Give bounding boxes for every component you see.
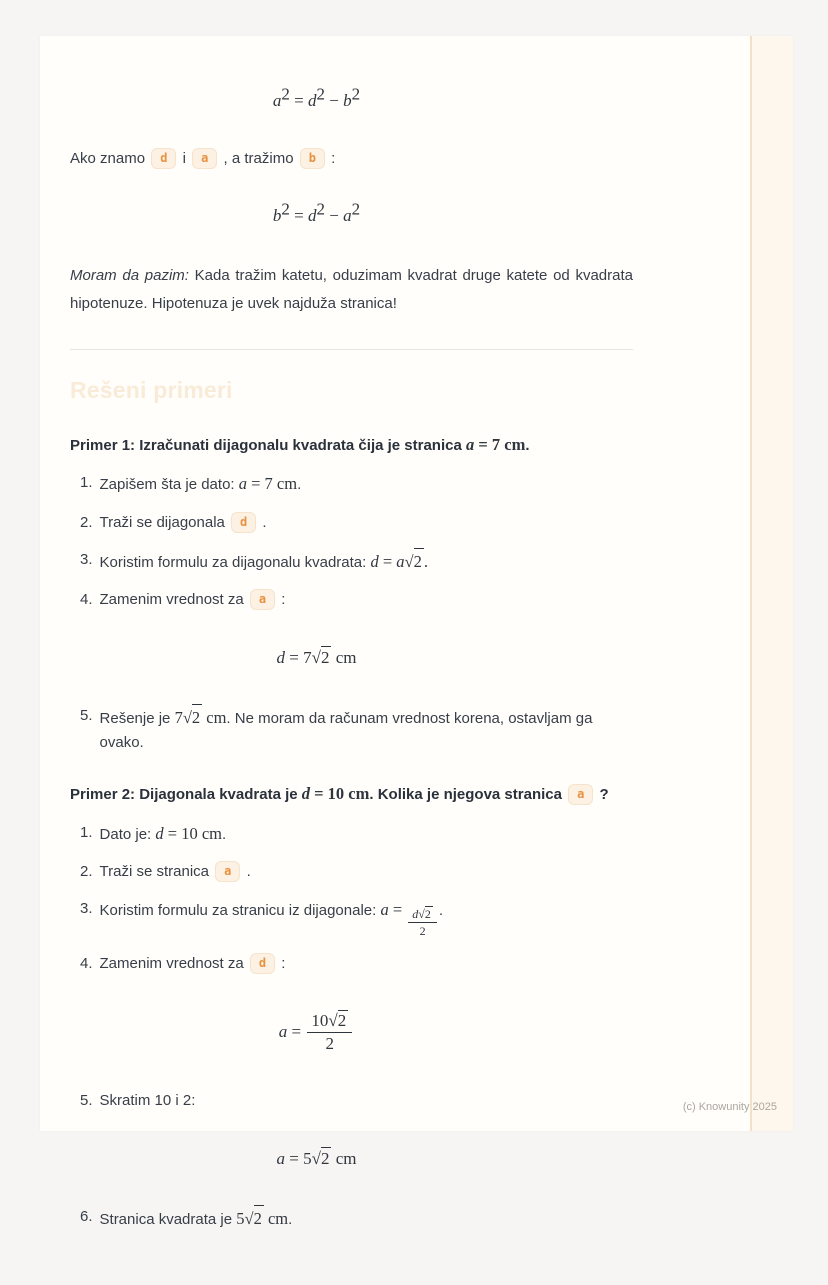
list-item-content: Stranica kvadrata je 5√2 cm. <box>100 1205 633 1232</box>
fraction <box>307 1010 352 1055</box>
list-item-content: Zamenim vrednost za d : <box>99 954 286 972</box>
math-text: cm <box>331 1148 357 1168</box>
list-number: 5. <box>80 706 93 724</box>
radical-icon: √ <box>328 1010 338 1030</box>
math-exponent: 2 <box>281 199 290 219</box>
math-variable: a <box>466 434 475 454</box>
math-variable: d <box>308 205 317 225</box>
math-text: = 10 cm <box>310 784 370 804</box>
square-root <box>312 1149 332 1168</box>
radical-icon: √ <box>311 647 321 667</box>
inline-code-badge: b <box>300 148 325 169</box>
square-root <box>183 708 202 727</box>
inline-code-badge: a <box>215 861 240 882</box>
math-text: = <box>287 1021 306 1041</box>
bold-text: . <box>525 436 530 454</box>
math-text: 7 <box>174 707 183 727</box>
math-text: = 5 <box>285 1148 312 1168</box>
math-text: = <box>289 91 308 110</box>
list-item <box>70 471 633 497</box>
math-text: − <box>325 91 344 110</box>
list-number: 3. <box>80 550 93 568</box>
square-root <box>418 907 433 921</box>
math-variable: a <box>238 474 247 494</box>
math-exponent: 2 <box>316 199 325 219</box>
math-variable: a <box>276 1148 286 1168</box>
display-formula <box>70 199 563 228</box>
copyright-footer: (c) Knowunity 2025 <box>682 1101 777 1114</box>
radicand: 2 <box>321 1147 332 1171</box>
radical-icon: √ <box>404 551 414 571</box>
math-power <box>343 84 361 110</box>
section-heading: Rešeni primeri <box>70 376 233 403</box>
math-text: cm <box>263 1208 289 1228</box>
math-exponent: 2 <box>351 84 361 104</box>
list-item-content: Zamenim vrednost za a : <box>99 590 286 608</box>
radicand: 2 <box>337 1010 347 1030</box>
list-item-content: Dato je: d = 10 cm. <box>99 823 227 843</box>
document-content <box>40 36 793 1285</box>
math-text: = 7 cm <box>247 474 298 494</box>
math-power <box>272 199 290 225</box>
math-variable: d <box>370 551 379 571</box>
math-variable: a <box>343 205 352 225</box>
radicand: 2 <box>254 1205 264 1232</box>
math-exponent: 2 <box>281 84 290 104</box>
list-item <box>70 860 633 884</box>
math-variable: b <box>343 91 352 110</box>
paragraph: Moram da pazim: Kada tražim katetu, oduzimam kvadrat druge katete od kvadrata hipotenuze. Hipotenuza je uvek najduža stranica! <box>70 266 633 313</box>
list-item <box>70 511 633 535</box>
list-item-content: Koristim formulu za dijagonalu kvadrata: d = a√2 . <box>100 548 633 575</box>
radicand: 2 <box>192 704 202 731</box>
math-text: 5 <box>236 1208 245 1228</box>
fraction <box>408 906 437 939</box>
math-variable: d <box>412 907 419 922</box>
list-number: 4. <box>80 590 93 608</box>
inline-code-badge: a <box>250 589 275 610</box>
inline-code-badge: a <box>568 784 593 805</box>
radical-icon: √ <box>418 907 425 922</box>
list-item-content: Traži se dijagonala d . <box>99 513 267 531</box>
list-item <box>70 1205 633 1232</box>
bold-text: Primer 2: Dijagonala kvadrata je <box>70 786 302 804</box>
list-item <box>70 548 633 575</box>
example-heading <box>70 432 633 458</box>
math-exponent: 2 <box>316 84 325 104</box>
radicand: 2 <box>424 907 431 922</box>
math-power <box>272 84 290 110</box>
radical-icon: √ <box>311 1148 321 1168</box>
math-text: = 10 cm <box>163 823 222 843</box>
bold-text: . Kolika je njegova stranica <box>369 786 567 804</box>
math-text: = <box>289 205 308 225</box>
display-formula <box>70 1147 563 1171</box>
math-text: = <box>378 551 397 571</box>
paragraph: Ako znamo d i a , a tražimo b : <box>70 149 336 167</box>
divider <box>70 349 633 350</box>
list-item <box>70 588 633 612</box>
italic-text: Moram da pazim: <box>70 266 189 284</box>
math-power <box>308 199 325 225</box>
math-variable: a <box>278 1021 288 1041</box>
math-text: 2 <box>419 924 426 939</box>
inline-code-badge: a <box>192 148 217 169</box>
radical-icon: √ <box>182 707 192 727</box>
list-number: 2. <box>80 863 93 881</box>
math-text: − <box>325 205 344 225</box>
bold-text: ? <box>595 786 609 804</box>
math-power <box>343 199 361 225</box>
radicand: 2 <box>414 548 424 575</box>
square-root <box>405 552 424 571</box>
list-item-content: Rešenje je 7√2 cm. Ne moram da računam vrednost korena, ostavljam ga ovako. <box>100 704 633 755</box>
math-variable: a <box>380 900 389 920</box>
list-number: 1. <box>80 823 93 841</box>
list-item <box>70 952 633 976</box>
square-root <box>312 648 332 667</box>
square-root <box>245 1209 264 1228</box>
math-text: 10 <box>311 1010 329 1030</box>
bold-text: Primer 1: Izračunati dijagonalu kvadrata čija je stranica <box>70 436 466 454</box>
list-number: 4. <box>80 954 93 972</box>
math-variable: d <box>155 823 164 843</box>
math-text: cm <box>202 707 227 727</box>
math-text: 2 <box>325 1034 335 1054</box>
list-number: 2. <box>80 513 93 531</box>
inline-code-badge: d <box>231 512 256 533</box>
math-exponent: 2 <box>351 199 361 219</box>
list-number: 3. <box>80 900 93 918</box>
radical-icon: √ <box>244 1208 254 1228</box>
list-number: 6. <box>80 1207 93 1225</box>
math-text: . <box>423 551 428 571</box>
list-item <box>70 704 633 755</box>
list-item <box>70 1089 633 1113</box>
display-formula <box>70 646 563 670</box>
math-text: = 7 <box>285 647 312 667</box>
inline-code-badge: d <box>151 148 176 169</box>
fraction-numerator <box>307 1010 352 1032</box>
list-item <box>70 821 633 847</box>
display-formula <box>70 84 563 113</box>
radicand: 2 <box>321 646 332 670</box>
display-formula <box>70 1010 563 1055</box>
fraction-denominator <box>408 922 437 938</box>
list-item <box>70 897 633 939</box>
fraction-numerator <box>408 906 437 922</box>
example-heading <box>70 781 633 807</box>
math-variable: a <box>272 91 282 110</box>
fraction-denominator <box>307 1032 352 1054</box>
list-item-content: Zapišem šta je dato: a = 7 cm. <box>99 474 302 494</box>
math-variable: a <box>396 551 405 571</box>
list-item-content: Traži se stranica a . <box>99 863 251 881</box>
square-root <box>328 1011 348 1030</box>
list-item-content: Koristim formulu za stranicu iz dijagonale: a = $\frac{d√2}{2}$ . <box>99 900 444 939</box>
math-variable: b <box>272 205 282 225</box>
math-text: = 7 cm <box>474 434 526 454</box>
math-variable: d <box>301 784 311 804</box>
inline-code-badge: d <box>250 953 275 974</box>
math-text: cm <box>331 647 357 667</box>
math-text: = <box>388 900 407 920</box>
list-number: 1. <box>80 474 93 492</box>
math-power <box>308 84 325 110</box>
document-page <box>40 36 793 1228</box>
math-variable: d <box>308 91 317 110</box>
math-variable: d <box>276 647 286 667</box>
list-number: 5. <box>80 1091 93 1109</box>
list-item-content: Skratim 10 i 2: <box>99 1091 196 1109</box>
